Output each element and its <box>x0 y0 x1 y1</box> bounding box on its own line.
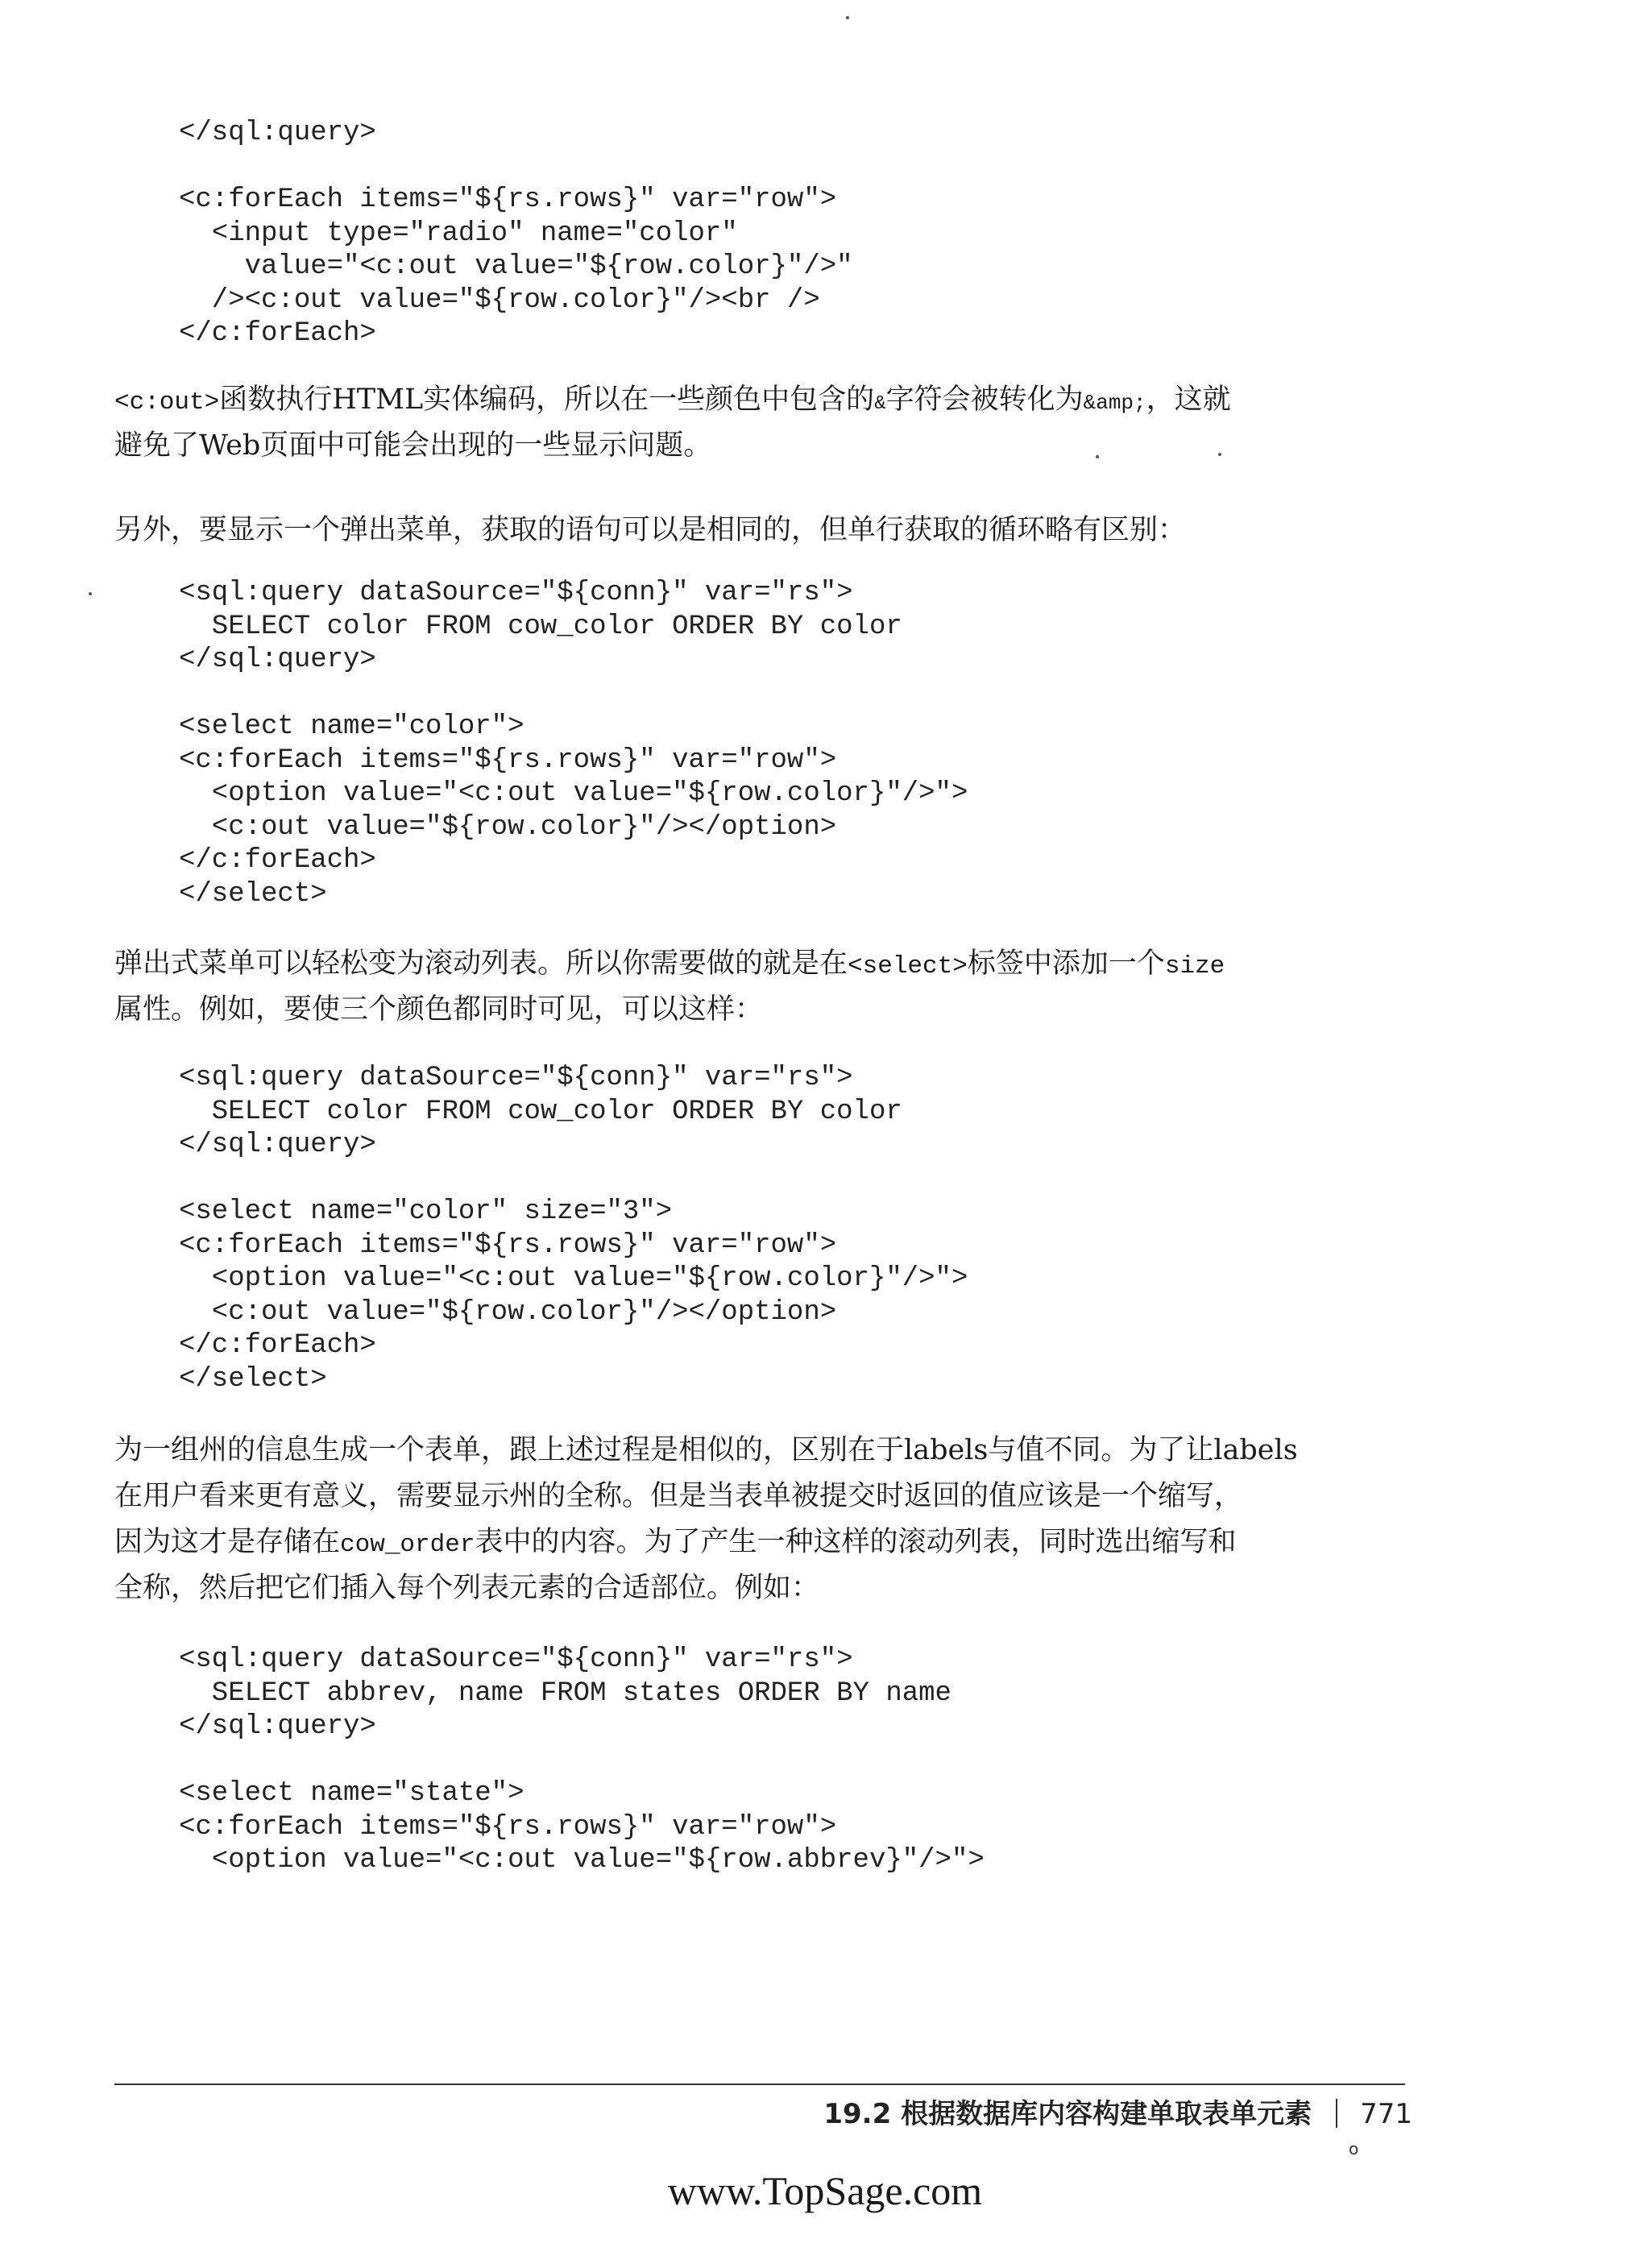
paragraph-line: 在用户看来更有意义，需要显示州的全称。但是当表单被提交时返回的值应该是一个缩写， <box>114 1480 1243 1512</box>
paragraph-line <box>114 1520 1298 1565</box>
footer-separator <box>1336 2099 1337 2128</box>
code-line: </sql:query> <box>179 1711 376 1742</box>
code-line: SELECT color FROM cow_color ORDER BY color <box>179 611 902 642</box>
paragraph-line <box>114 941 1225 987</box>
code-line: </select> <box>179 878 327 910</box>
watermark-url: www.TopSage.com <box>667 2168 983 2213</box>
inline-code: <c:out> <box>114 388 220 417</box>
inline-code: size <box>1164 952 1225 981</box>
paragraph-scroll-list <box>114 941 1225 1033</box>
code-line: <sql:query dataSource="${conn}" var="rs"> <box>179 1644 853 1675</box>
paragraph-text: 表中的内容。为了产生一种这样的滚动列表，同时选出缩写和 <box>475 1526 1237 1558</box>
code-block <box>179 117 853 351</box>
code-line: </select> <box>179 1363 327 1395</box>
code-line: <c:forEach items="${rs.rows}" var="row"> <box>179 1811 837 1843</box>
code-line: <select name="color"> <box>179 711 524 742</box>
code-line: <select name="state"> <box>179 1778 524 1809</box>
paragraph-text: 标签中添加一个 <box>967 947 1165 980</box>
scan-speck <box>846 16 849 19</box>
code-line: </c:forEach> <box>179 845 376 876</box>
footer-section-title: 19.2 根据数据库内容构建单取表单元素 <box>823 2098 1312 2130</box>
margin-mark: o <box>1349 2139 1359 2158</box>
code-line: <sql:query dataSource="${conn}" var="rs"> <box>179 578 853 608</box>
code-line: SELECT color FROM cow_color ORDER BY color <box>179 1096 902 1127</box>
inline-code: cow_order <box>340 1531 475 1559</box>
page-number: 771 <box>1360 2098 1412 2130</box>
code-line: <option value="<c:out value="${row.color}"/>"> <box>179 1263 968 1294</box>
paragraph-text: 函数执行HTML实体编码，所以在一些颜色中包含的 <box>219 384 875 416</box>
code-line: <c:out value="${row.color}"/></option> <box>179 811 837 843</box>
footer-rule <box>114 2083 1405 2085</box>
code-line: <c:forEach items="${rs.rows}" var="row"> <box>179 744 837 776</box>
paragraph-line: 另外，要显示一个弹出菜单，获取的语句可以是相同的，但单行获取的循环略有区别： <box>114 514 1187 546</box>
paragraph-line: 避免了Web页面中可能会出现的一些显示问题。 <box>114 429 712 462</box>
code-line: <c:forEach items="${rs.rows}" var="row"> <box>179 185 837 215</box>
inline-code: <select> <box>848 952 968 981</box>
paragraph-line: 全称，然后把它们插入每个列表元素的合适部位。例如： <box>114 1572 820 1604</box>
code-line: <select name="color" size="3"> <box>179 1196 673 1227</box>
code-line: </sql:query> <box>179 645 376 675</box>
code-line: <input type="radio" name="color" <box>179 218 738 249</box>
paragraph-text: ，这就 <box>1146 384 1231 416</box>
inline-code: & <box>874 393 886 415</box>
code-line: </c:forEach> <box>179 318 376 349</box>
code-block <box>179 1062 968 1396</box>
paragraph-popup-menu <box>114 508 1186 554</box>
scan-speck <box>1218 453 1221 456</box>
inline-code: &amp; <box>1083 391 1146 415</box>
code-line: SELECT abbrev, name FROM states ORDER BY name <box>179 1677 951 1709</box>
code-line: </sql:query> <box>179 1130 376 1160</box>
code-line: </sql:query> <box>179 118 376 148</box>
code-line: /><c:out value="${row.color}"/><br /> <box>179 284 820 316</box>
running-footer <box>823 2092 1412 2131</box>
scan-speck <box>1096 455 1099 458</box>
code-line: <option value="<c:out value="${row.color}"/>"> <box>179 778 968 809</box>
code-line: <option value="<c:out value="${row.abbrev}"/>"> <box>179 1845 985 1876</box>
code-line: </c:forEach> <box>179 1330 376 1361</box>
paragraph-line: 属性。例如，要使三个颜色都同时可见，可以这样： <box>114 993 764 1026</box>
code-block <box>179 577 968 911</box>
paragraph-text: 弹出式菜单可以轻松变为滚动列表。所以你需要做的就是在 <box>114 947 848 980</box>
paragraph-out-encoding <box>114 377 1231 469</box>
code-line: <c:forEach items="${rs.rows}" var="row"> <box>179 1229 837 1261</box>
scan-speck <box>89 592 92 595</box>
paragraph-text: 字符会被转化为 <box>885 384 1084 416</box>
code-line: <sql:query dataSource="${conn}" var="rs"> <box>179 1063 853 1093</box>
paragraph-line: 为一组州的信息生成一个表单，跟上述过程是相似的，区别在于labels与值不同。为了让labels <box>114 1434 1298 1466</box>
code-block <box>179 1644 985 1878</box>
paragraph-line <box>114 377 1231 423</box>
code-line: <c:out value="${row.color}"/></option> <box>179 1296 837 1328</box>
paragraph-text: 因为这才是存储在 <box>114 1526 341 1558</box>
code-line: value="<c:out value="${row.color}"/>" <box>179 251 853 282</box>
paragraph-states-form <box>114 1428 1298 1611</box>
